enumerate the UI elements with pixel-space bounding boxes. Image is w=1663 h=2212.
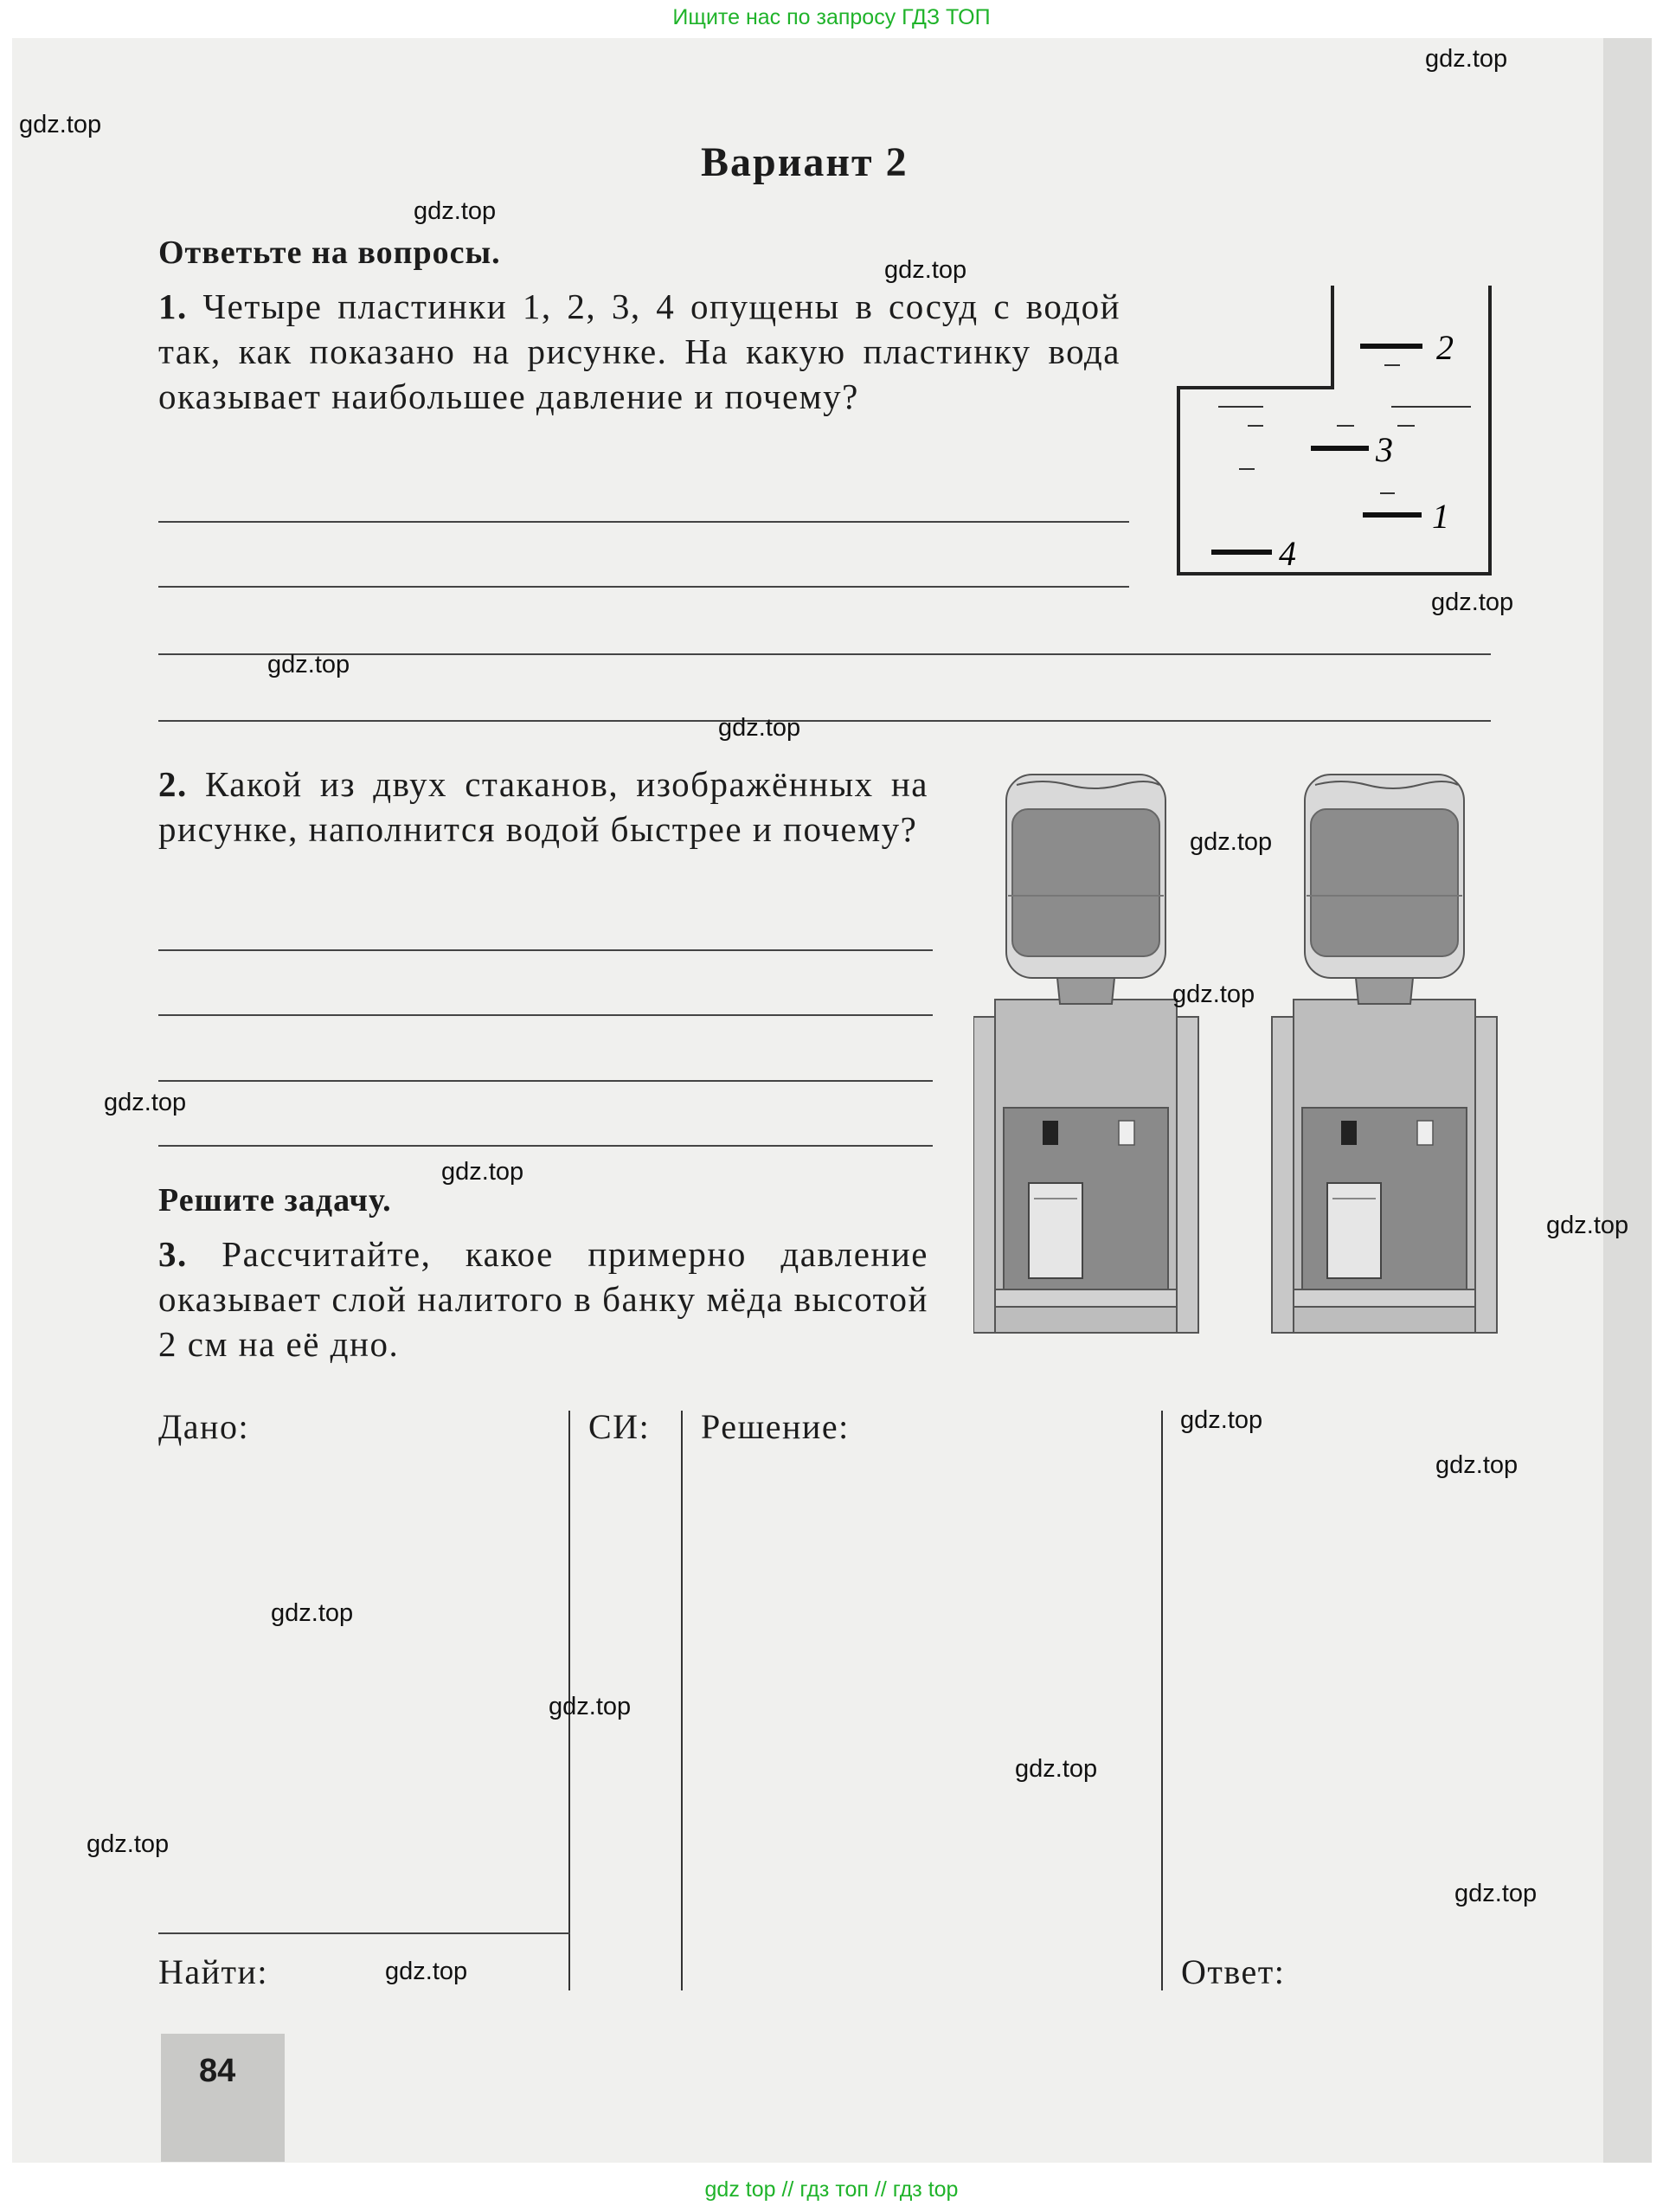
answer-line[interactable] (158, 949, 933, 951)
question-3-number: 3. (158, 1234, 188, 1274)
si-label: СИ: (588, 1407, 651, 1446)
question-1-text: Четыре пластинки 1, 2, 3, 4 опущены в сосуд с водой так, как показано на рисунке. На какую пластинку вода оказывает наибольшее давление и почему? (158, 286, 1121, 416)
watermark: gdz.top (1425, 45, 1508, 73)
watermark: gdz.top (718, 714, 801, 742)
watermark: gdz.top (385, 1958, 468, 1985)
question-3 (158, 1231, 928, 1366)
given-find-separator (158, 1932, 570, 1934)
watermark: gdz.top (884, 256, 967, 284)
water-cooler-left (973, 775, 1198, 1333)
top-banner[interactable]: Ищите нас по запросу ГДЗ ТОП (672, 5, 991, 29)
section-heading-answer-questions: Ответьте на вопросы. (158, 235, 501, 271)
answer-label: Ответ: (1181, 1952, 1286, 1991)
plate-label-2: 2 (1436, 328, 1454, 367)
bottom-banner[interactable]: gdz top // гдз топ // гдз top (704, 2177, 959, 2202)
answer-line[interactable] (158, 720, 1491, 722)
solution-label: Решение: (701, 1407, 850, 1446)
watermark: gdz.top (1435, 1451, 1519, 1479)
watermark: gdz.top (414, 197, 497, 225)
plate-label-4: 4 (1279, 534, 1296, 573)
table-divider-si-solution (681, 1411, 683, 1990)
watermark: gdz.top (1180, 1406, 1263, 1434)
answer-line[interactable] (158, 521, 1129, 523)
find-label: Найти: (158, 1952, 269, 1991)
page-edge (1603, 38, 1652, 2163)
given-label: Дано: (158, 1407, 250, 1446)
question-2-text: Какой из двух стаканов, изображённых на рисунке, наполнится водой быстрее и почему? (158, 764, 928, 849)
answer-line[interactable] (158, 653, 1491, 655)
watermark: gdz.top (549, 1693, 632, 1720)
question-1-number: 1. (158, 286, 188, 326)
table-divider-solution-answer (1161, 1411, 1163, 1990)
answer-line[interactable] (158, 1080, 933, 1082)
water-cooler-right (1272, 775, 1497, 1333)
question-2 (158, 762, 928, 852)
watermark: gdz.top (1172, 981, 1255, 1008)
watermark: gdz.top (441, 1158, 524, 1186)
watermark: gdz.top (271, 1599, 354, 1627)
watermark: gdz.top (267, 651, 350, 678)
watermark: gdz.top (1454, 1880, 1538, 1907)
answer-line[interactable] (158, 586, 1129, 588)
watermark: gdz.top (1431, 588, 1514, 616)
watermark: gdz.top (104, 1089, 187, 1116)
plate-label-1: 1 (1432, 497, 1449, 536)
variant-title: Вариант 2 (701, 139, 909, 185)
watermark: gdz.top (1546, 1212, 1629, 1239)
page-number: 84 (199, 2053, 236, 2089)
section-heading-solve-problem: Решите задачу. (158, 1182, 392, 1219)
watermark: gdz.top (1015, 1755, 1098, 1783)
plate-label-3: 3 (1376, 430, 1393, 469)
answer-line[interactable] (158, 1145, 933, 1147)
question-2-number: 2. (158, 764, 188, 804)
watermark: gdz.top (87, 1830, 170, 1858)
watermark: gdz.top (1190, 828, 1273, 856)
question-3-text: Рассчитайте, какое примерно давление оказывает слой налитого в банку мёда высотой 2 см на её дно. (158, 1234, 928, 1364)
question-1 (158, 284, 1120, 419)
watermark: gdz.top (19, 111, 102, 138)
water-ripples (1218, 365, 1471, 493)
answer-line[interactable] (158, 1014, 933, 1016)
vessel-figure (1168, 277, 1514, 580)
